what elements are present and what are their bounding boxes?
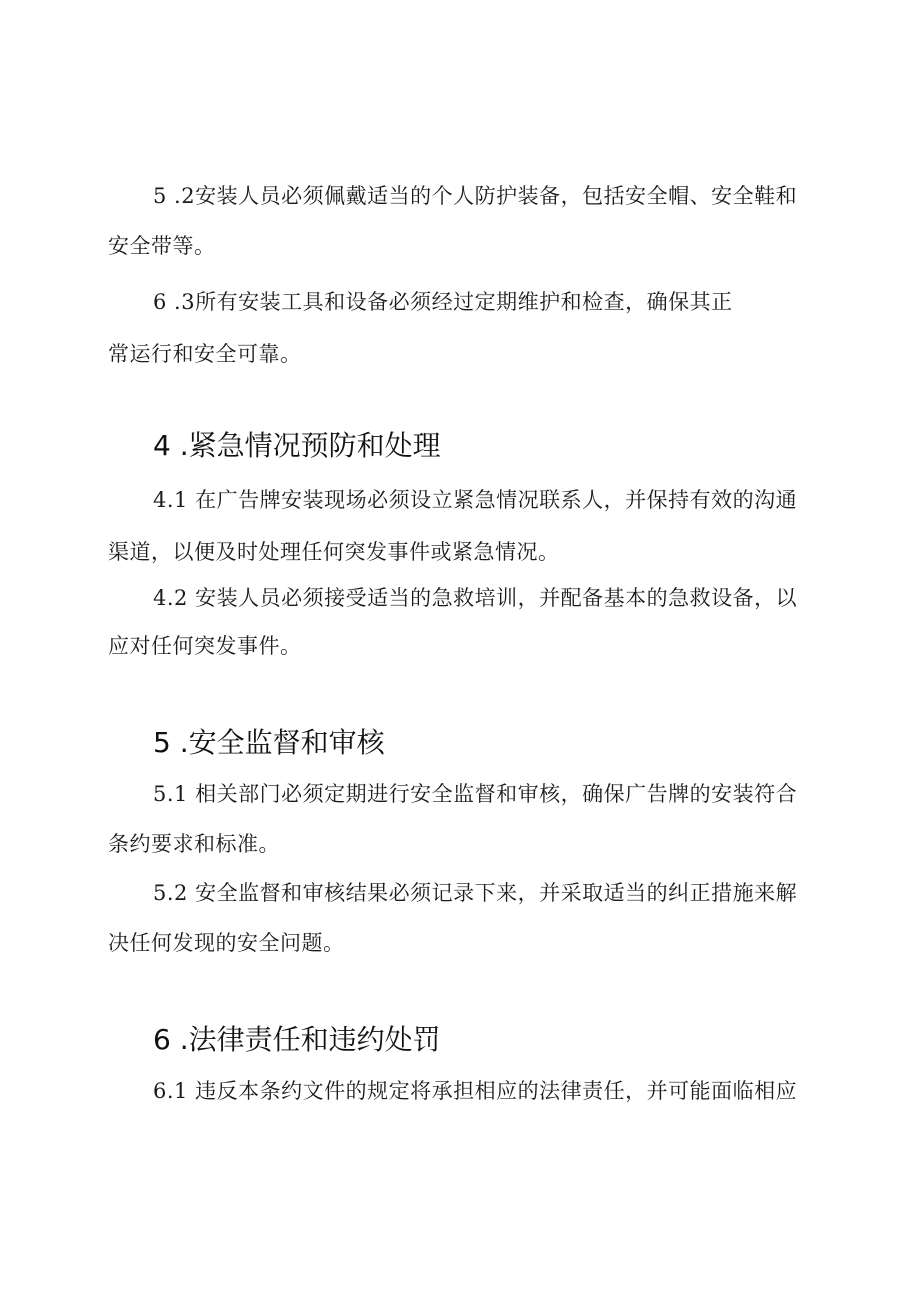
paragraph-line: 应对任何突发事件。 xyxy=(108,634,302,658)
paragraph-line: 5.1 相关部门必须定期进行安全监督和审核，确保广告牌的安装符合 xyxy=(153,782,798,806)
paragraph-line: 渠道，以便及时处理任何突发事件或紧急情况。 xyxy=(108,540,560,564)
paragraph-line: 决任何发现的安全问题。 xyxy=(108,931,345,955)
paragraph-line: 条约要求和标准。 xyxy=(108,832,280,856)
paragraph-line: 6.1 违反本条约文件的规定将承担相应的法律责任，并可能面临相应 xyxy=(153,1079,798,1103)
paragraph-line: 6 .3所有安装工具和设备必须经过定期维护和检查，确保其正 xyxy=(153,290,733,314)
paragraph-line: 安全带等。 xyxy=(108,234,216,258)
paragraph-line: 5.2 安全监督和审核结果必须记录下来，并采取适当的纠正措施来解 xyxy=(153,881,798,905)
paragraph-line: 5 .2安装人员必须佩戴适当的个人防护装备，包括安全帽、安全鞋和 xyxy=(153,184,798,208)
paragraph-line: 4.1 在广告牌安装现场必须设立紧急情况联系人，并保持有效的沟通 xyxy=(153,488,798,512)
paragraph-line: 常运行和安全可靠。 xyxy=(108,342,302,366)
section-heading: 5 .安全监督和审核 xyxy=(153,726,385,759)
section-heading: 4 .紧急情况预防和处理 xyxy=(153,429,441,462)
paragraph-line: 4.2 安装人员必须接受适当的急救培训，并配备基本的急救设备，以 xyxy=(153,586,798,610)
section-heading: 6 .法律责任和违约处罚 xyxy=(153,1023,441,1056)
